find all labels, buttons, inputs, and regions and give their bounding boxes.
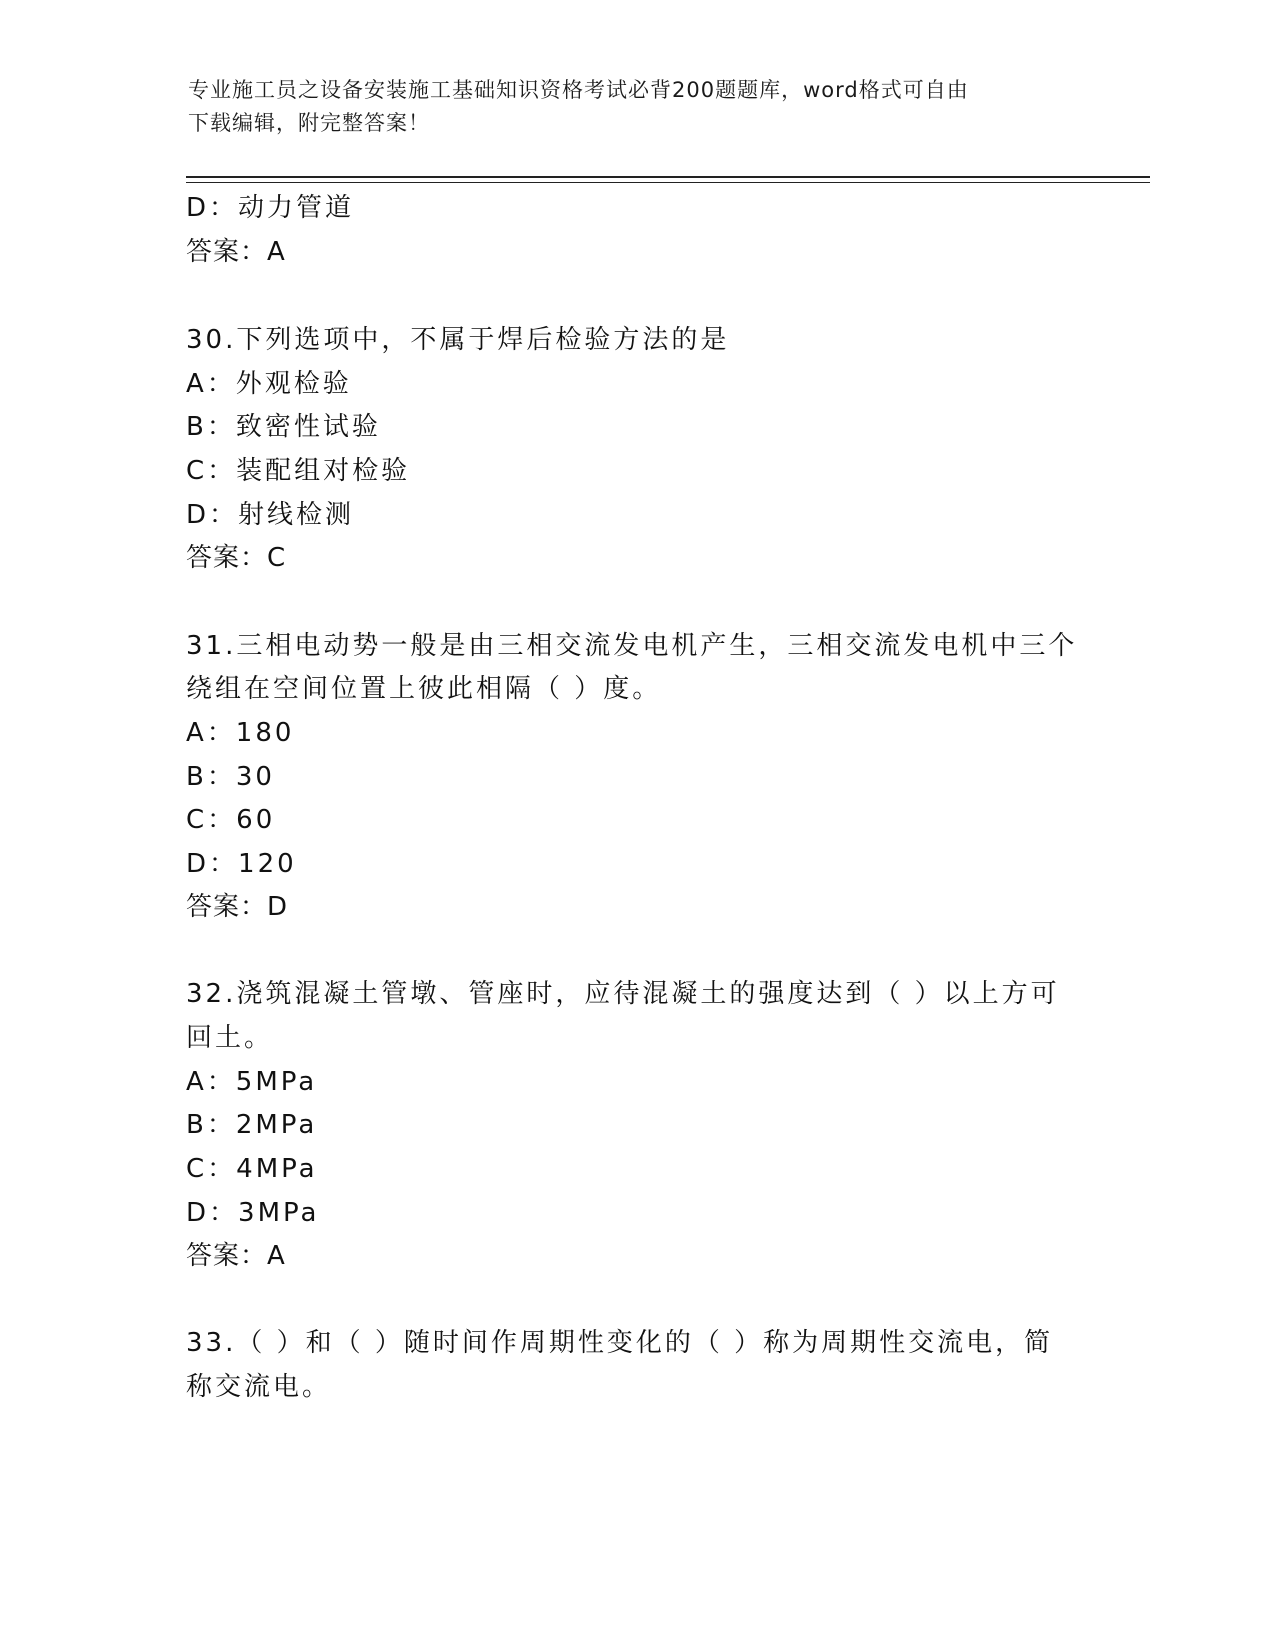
question-32-option-a: A：5MPa xyxy=(186,1067,318,1097)
prev-option-d: D：动力管道 xyxy=(186,193,355,223)
header-rule-thick xyxy=(186,176,1150,178)
question-31-answer: 答案：D xyxy=(186,892,289,922)
question-32-option-b: B：2MPa xyxy=(186,1110,318,1140)
question-32-option-c: C：4MPa xyxy=(186,1154,318,1184)
question-31-option-d: D：120 xyxy=(186,849,297,879)
question-30-answer: 答案：C xyxy=(186,543,287,573)
question-30-option-b: B：致密性试验 xyxy=(186,412,381,442)
question-32-stem-line-1: 32.浇筑混凝土管墩、管座时，应待混凝土的强度达到（ ）以上方可 xyxy=(186,979,1060,1009)
header-line-1: 专业施工员之设备安装施工基础知识资格考试必背200题题库，word格式可自由 xyxy=(188,78,969,102)
question-31-stem-line-1: 31.三相电动势一般是由三相交流发电机产生，三相交流发电机中三个 xyxy=(186,631,1078,661)
question-32-stem-line-2: 回土。 xyxy=(186,1023,274,1053)
prev-answer: 答案：A xyxy=(186,237,286,267)
question-32-option-d: D：3MPa xyxy=(186,1198,320,1228)
header-rule-thin xyxy=(186,182,1150,183)
question-33-stem-line-1: 33.（ ）和（ ）随时间作周期性变化的（ ）称为周期性交流电，简 xyxy=(186,1328,1054,1358)
question-31-stem-line-2: 绕组在空间位置上彼此相隔（ ）度。 xyxy=(186,674,662,704)
question-31-option-a: A：180 xyxy=(186,718,295,748)
question-30-option-c: C：装配组对检验 xyxy=(186,456,411,486)
question-31-option-c: C：60 xyxy=(186,805,276,835)
question-30-option-a: A：外观检验 xyxy=(186,369,352,399)
question-32-answer: 答案：A xyxy=(186,1241,286,1271)
document-header xyxy=(188,74,1088,140)
question-31-option-b: B：30 xyxy=(186,762,275,792)
question-30-stem: 30.下列选项中，不属于焊后检验方法的是 xyxy=(186,325,730,355)
question-30-option-d: D：射线检测 xyxy=(186,500,355,530)
question-33-stem-line-2: 称交流电。 xyxy=(186,1372,332,1402)
header-line-2: 下载编辑，附完整答案！ xyxy=(188,111,430,135)
